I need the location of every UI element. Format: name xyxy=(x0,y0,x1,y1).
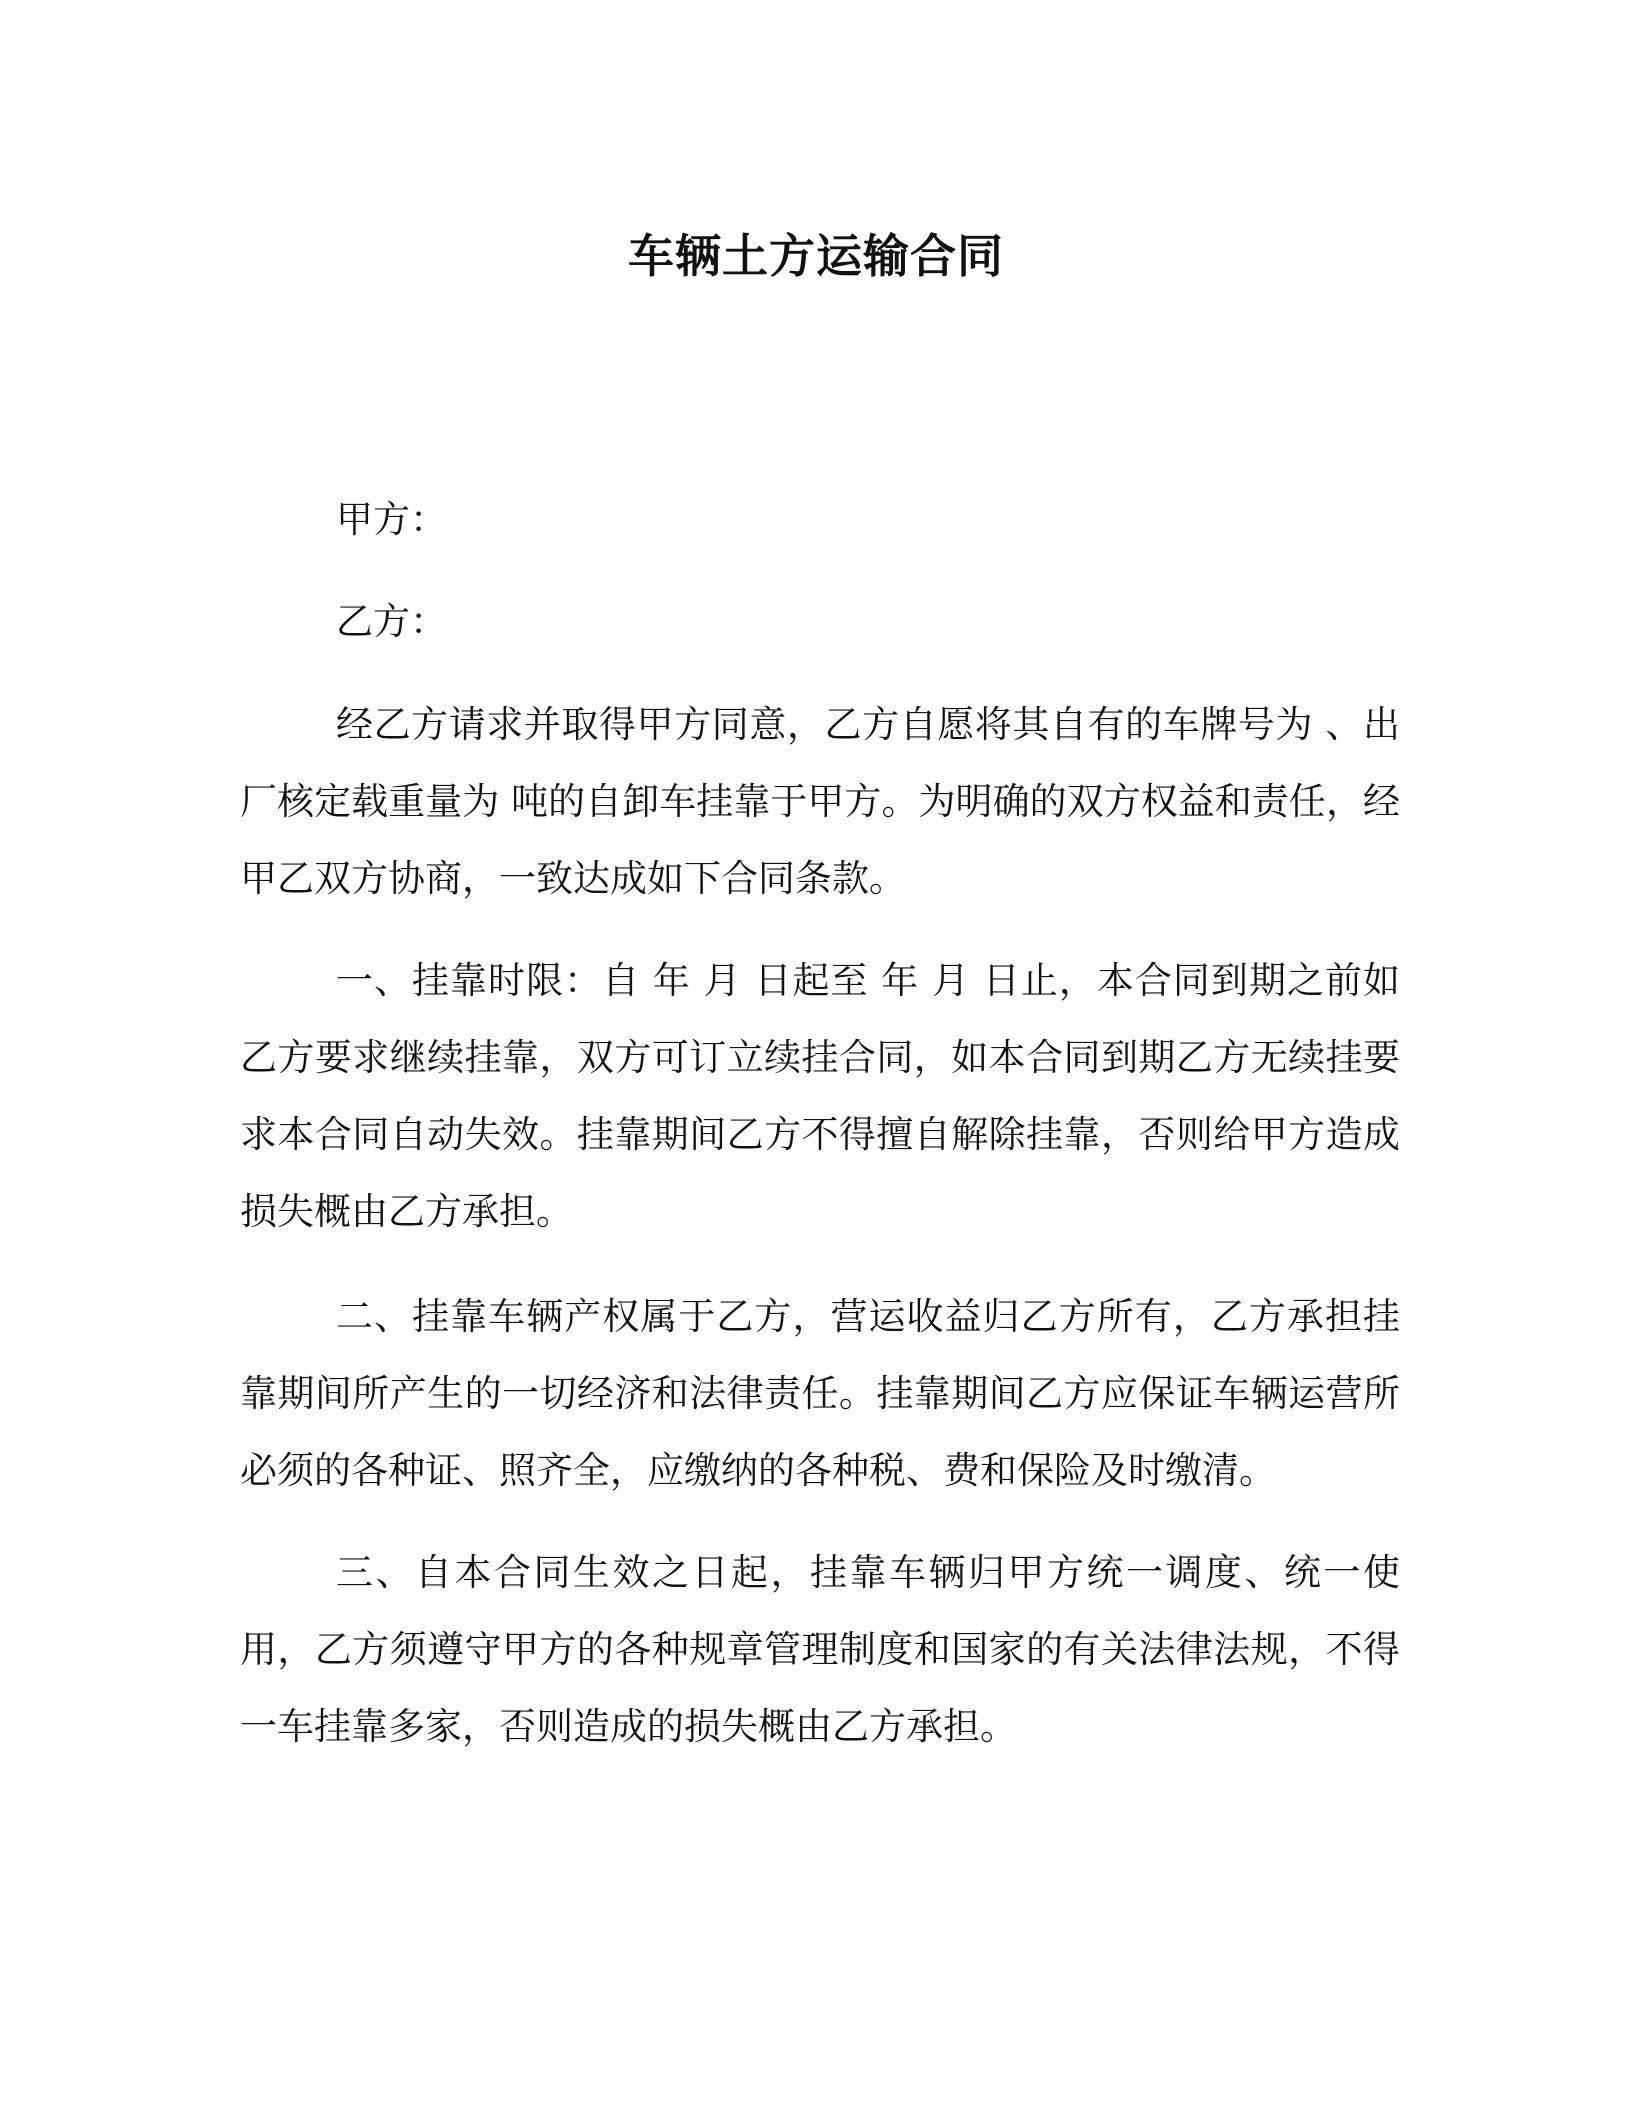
paragraph-clause-3: 三、自本合同生效之日起，挂靠车辆归甲方统一调度、统一使用，乙方须遵守甲方的各种规章管理制度和国家的有关法律法规，不得一车挂靠多家，否则造成的损失概由乙方承担。 xyxy=(240,1551,1400,1748)
paragraph-intro: 经乙方请求并取得甲方同意，乙方自愿将其自有的车牌号为 、出厂核定载重量为 吨的自卸车挂靠于甲方。为明确的双方权益和责任，经甲乙双方协商，一致达成如下合同条款。 xyxy=(240,703,1400,900)
party-a-label: 甲方： xyxy=(336,498,447,541)
document-title: 车辆土方运输合同 xyxy=(628,229,1004,283)
paragraph-clause-1: 一、挂靠时限：自 年 月 日起至 年 月 日止，本合同到期之前如乙方要求继续挂靠，双方可订立续挂合同，如本合同到期乙方无续挂要求本合同自动失效。挂靠期间乙方不得擅自解除挂靠，否则给甲方造成损失概由乙方承担。 xyxy=(240,959,1400,1233)
party-b-label: 乙方： xyxy=(336,600,447,643)
paragraph-clause-2: 二、挂靠车辆产权属于乙方，营运收益归乙方所有，乙方承担挂靠期间所产生的一切经济和法律责任。挂靠期间乙方应保证车辆运营所必须的各种证、照齐全，应缴纳的各种税、费和保险及时缴清。 xyxy=(240,1295,1400,1492)
